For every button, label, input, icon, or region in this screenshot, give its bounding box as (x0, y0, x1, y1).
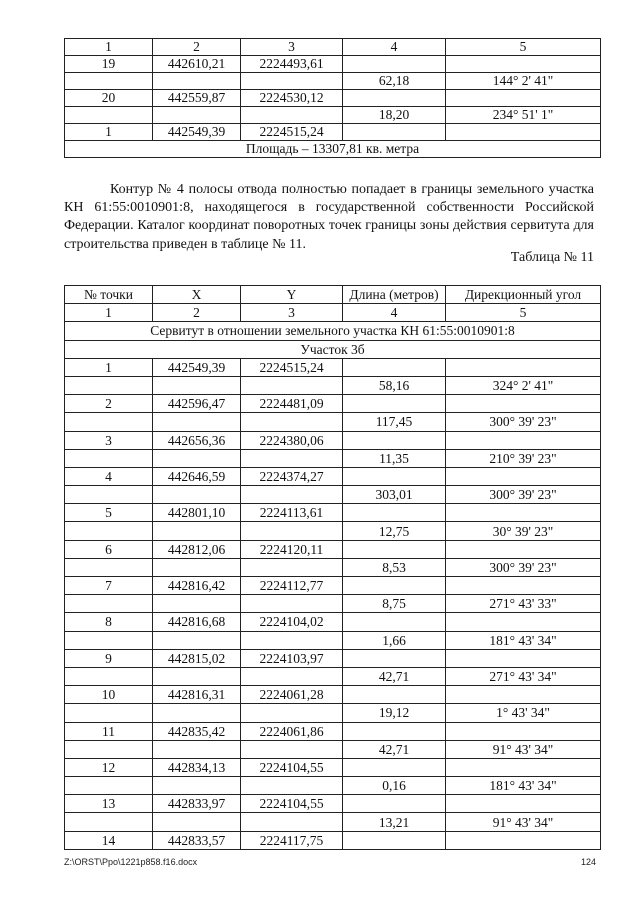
page-number: 124 (580, 857, 596, 867)
y-coordinate: 2224112,77 (241, 577, 343, 595)
empty-cell (241, 704, 343, 722)
segment-length: 8,53 (343, 558, 446, 576)
y-coordinate: 2224113,61 (241, 504, 343, 522)
empty-cell (343, 395, 446, 413)
y-coordinate: 2224103,97 (241, 649, 343, 667)
direction-angle: 181° 43' 34" (446, 777, 601, 795)
point-number: 11 (65, 722, 153, 740)
direction-angle: 91° 43' 34" (446, 740, 601, 758)
point-number: 12 (65, 758, 153, 776)
empty-cell (343, 577, 446, 595)
empty-cell (65, 558, 153, 576)
empty-cell (446, 504, 601, 522)
x-coordinate: 442549,39 (153, 124, 241, 141)
segment-row (65, 73, 601, 90)
x-coordinate: 442596,47 (153, 395, 241, 413)
segment-row (65, 376, 601, 394)
point-number: 4 (65, 467, 153, 485)
empty-cell (241, 413, 343, 431)
y-coordinate: 2224530,12 (241, 90, 343, 107)
point-number: 7 (65, 577, 153, 595)
empty-cell (153, 486, 241, 504)
col-number-cell: 4 (343, 304, 446, 322)
empty-cell (446, 758, 601, 776)
empty-cell (65, 740, 153, 758)
empty-cell (343, 431, 446, 449)
segment-row (65, 667, 601, 685)
empty-cell (153, 631, 241, 649)
coordinates-table-body (65, 56, 601, 141)
empty-cell (446, 540, 601, 558)
empty-cell (343, 358, 446, 376)
x-coordinate: 442812,06 (153, 540, 241, 558)
empty-cell (153, 107, 241, 124)
column-header: Y (241, 286, 343, 304)
empty-cell (153, 522, 241, 540)
direction-angle: 144° 2' 41" (446, 73, 601, 90)
empty-cell (446, 358, 601, 376)
y-coordinate: 2224515,24 (241, 124, 343, 141)
x-coordinate: 442610,21 (153, 56, 241, 73)
y-coordinate: 2224061,86 (241, 722, 343, 740)
point-row (65, 504, 601, 522)
empty-cell (343, 467, 446, 485)
col-number-cell: 3 (241, 304, 343, 322)
x-coordinate: 442646,59 (153, 467, 241, 485)
empty-cell (65, 376, 153, 394)
empty-cell (153, 667, 241, 685)
empty-cell (343, 504, 446, 522)
empty-cell (65, 73, 153, 90)
empty-cell (343, 831, 446, 849)
empty-cell (343, 722, 446, 740)
empty-cell (446, 124, 601, 141)
point-row (65, 56, 601, 73)
direction-angle: 300° 39' 23" (446, 486, 601, 504)
empty-cell (153, 376, 241, 394)
coordinates-table-continued (64, 38, 601, 158)
y-coordinate: 2224104,55 (241, 758, 343, 776)
empty-cell (343, 124, 446, 141)
empty-cell (446, 722, 601, 740)
empty-cell (241, 813, 343, 831)
col-number-cell: 2 (153, 304, 241, 322)
segment-length: 62,18 (343, 73, 446, 90)
segment-row (65, 107, 601, 124)
segment-row (65, 558, 601, 576)
empty-cell (153, 595, 241, 613)
segment-length: 58,16 (343, 376, 446, 394)
segment-row (65, 813, 601, 831)
segment-length: 303,01 (343, 486, 446, 504)
empty-cell (241, 522, 343, 540)
point-number: 5 (65, 504, 153, 522)
segment-length: 8,75 (343, 595, 446, 613)
point-row (65, 90, 601, 107)
footer-file-path: Z:\ORST\Ppo\1221p858.f16.docx (64, 857, 198, 867)
point-number: 6 (65, 540, 153, 558)
empty-cell (65, 449, 153, 467)
empty-cell (343, 686, 446, 704)
x-coordinate: 442549,39 (153, 358, 241, 376)
column-header: Дирекционный угол (446, 286, 601, 304)
x-coordinate: 442816,31 (153, 686, 241, 704)
empty-cell (343, 540, 446, 558)
x-coordinate: 442833,57 (153, 831, 241, 849)
empty-cell (241, 667, 343, 685)
segment-row (65, 777, 601, 795)
segment-length: 11,35 (343, 449, 446, 467)
column-number-row (65, 304, 601, 322)
segment-row (65, 449, 601, 467)
column-header: № точки (65, 286, 153, 304)
x-coordinate: 442833,97 (153, 795, 241, 813)
point-number: 1 (65, 124, 153, 141)
segment-row (65, 486, 601, 504)
point-number: 2 (65, 395, 153, 413)
point-number: 8 (65, 613, 153, 631)
x-coordinate: 442834,13 (153, 758, 241, 776)
empty-cell (241, 107, 343, 124)
direction-angle: 271° 43' 34" (446, 667, 601, 685)
x-coordinate: 442815,02 (153, 649, 241, 667)
x-coordinate: 442816,68 (153, 613, 241, 631)
table-11-body (65, 358, 601, 849)
segment-row (65, 595, 601, 613)
empty-cell (446, 431, 601, 449)
segment-length: 1,66 (343, 631, 446, 649)
empty-cell (65, 631, 153, 649)
direction-angle: 1° 43' 34" (446, 704, 601, 722)
empty-cell (343, 758, 446, 776)
col-number-cell: 2 (153, 39, 241, 56)
point-row (65, 758, 601, 776)
col-number-cell: 5 (446, 304, 601, 322)
empty-cell (446, 686, 601, 704)
point-row (65, 124, 601, 141)
segment-length: 18,20 (343, 107, 446, 124)
empty-cell (446, 831, 601, 849)
direction-angle: 324° 2' 41" (446, 376, 601, 394)
empty-cell (241, 376, 343, 394)
col-number-cell: 5 (446, 39, 601, 56)
direction-angle: 210° 39' 23" (446, 449, 601, 467)
table-11 (64, 285, 601, 850)
point-number: 3 (65, 431, 153, 449)
area-total: Площадь – 13307,81 кв. метра (65, 141, 601, 158)
point-number: 9 (65, 649, 153, 667)
empty-cell (153, 777, 241, 795)
segment-length: 42,71 (343, 740, 446, 758)
empty-cell (153, 813, 241, 831)
empty-cell (241, 777, 343, 795)
segment-row (65, 704, 601, 722)
empty-cell (65, 595, 153, 613)
point-row (65, 831, 601, 849)
point-number: 10 (65, 686, 153, 704)
column-header: Длина (метров) (343, 286, 446, 304)
empty-cell (446, 795, 601, 813)
direction-angle: 234° 51' 1" (446, 107, 601, 124)
segment-length: 12,75 (343, 522, 446, 540)
empty-cell (65, 107, 153, 124)
empty-cell (446, 577, 601, 595)
y-coordinate: 2224104,55 (241, 795, 343, 813)
segment-length: 117,45 (343, 413, 446, 431)
empty-cell (153, 449, 241, 467)
col-number-cell: 3 (241, 39, 343, 56)
empty-cell (65, 813, 153, 831)
empty-cell (153, 413, 241, 431)
point-number: 19 (65, 56, 153, 73)
empty-cell (153, 704, 241, 722)
point-number: 13 (65, 795, 153, 813)
col-number-cell: 4 (343, 39, 446, 56)
empty-cell (65, 704, 153, 722)
col-number-cell: 1 (65, 304, 153, 322)
point-row (65, 577, 601, 595)
y-coordinate: 2224374,27 (241, 467, 343, 485)
y-coordinate: 2224493,61 (241, 56, 343, 73)
point-row (65, 467, 601, 485)
y-coordinate: 2224380,06 (241, 431, 343, 449)
y-coordinate: 2224117,75 (241, 831, 343, 849)
empty-cell (153, 73, 241, 90)
empty-cell (446, 649, 601, 667)
point-row (65, 722, 601, 740)
segment-length: 19,12 (343, 704, 446, 722)
empty-cell (65, 522, 153, 540)
direction-angle: 300° 39' 23" (446, 413, 601, 431)
section-title: Сервитут в отношении земельного участка КН 61:55:0010901:8 (65, 322, 601, 340)
empty-cell (241, 558, 343, 576)
y-coordinate: 2224104,02 (241, 613, 343, 631)
point-row (65, 613, 601, 631)
point-row (65, 795, 601, 813)
segment-row (65, 631, 601, 649)
col-number-cell: 1 (65, 39, 153, 56)
empty-cell (65, 777, 153, 795)
empty-cell (241, 449, 343, 467)
direction-angle: 30° 39' 23" (446, 522, 601, 540)
subsection-title: Участок 3б (65, 340, 601, 358)
x-coordinate: 442801,10 (153, 504, 241, 522)
y-coordinate: 2224515,24 (241, 358, 343, 376)
empty-cell (343, 90, 446, 107)
segment-row (65, 413, 601, 431)
x-coordinate: 442559,87 (153, 90, 241, 107)
empty-cell (343, 795, 446, 813)
empty-cell (446, 467, 601, 485)
x-coordinate: 442816,42 (153, 577, 241, 595)
empty-cell (153, 558, 241, 576)
empty-cell (446, 395, 601, 413)
empty-cell (446, 613, 601, 631)
y-coordinate: 2224120,11 (241, 540, 343, 558)
column-header: X (153, 286, 241, 304)
area-row (65, 141, 601, 158)
point-row (65, 686, 601, 704)
point-row (65, 358, 601, 376)
point-row (65, 649, 601, 667)
empty-cell (65, 486, 153, 504)
point-number: 1 (65, 358, 153, 376)
body-paragraph: Контур № 4 полосы отвода полностью попадает в границы земельного участка КН 61:55:0010901:8, находящегося в государственной собственности Российской Федерации. Каталог координат поворотных точек границы зоны действия сервитута для строительства приведен в таблице № 11. (64, 182, 594, 252)
empty-cell (65, 667, 153, 685)
empty-cell (241, 595, 343, 613)
segment-length: 13,21 (343, 813, 446, 831)
empty-cell (343, 56, 446, 73)
subsection-row (65, 340, 601, 358)
empty-cell (241, 73, 343, 90)
segment-row (65, 740, 601, 758)
table-caption: Таблица № 11 (510, 250, 594, 265)
y-coordinate: 2224061,28 (241, 686, 343, 704)
empty-cell (241, 740, 343, 758)
y-coordinate: 2224481,09 (241, 395, 343, 413)
point-row (65, 540, 601, 558)
segment-row (65, 522, 601, 540)
empty-cell (343, 613, 446, 631)
empty-cell (65, 413, 153, 431)
empty-cell (446, 90, 601, 107)
empty-cell (343, 649, 446, 667)
direction-angle: 91° 43' 34" (446, 813, 601, 831)
segment-length: 42,71 (343, 667, 446, 685)
point-number: 14 (65, 831, 153, 849)
empty-cell (153, 740, 241, 758)
x-coordinate: 442656,36 (153, 431, 241, 449)
column-number-row (65, 39, 601, 56)
x-coordinate: 442835,42 (153, 722, 241, 740)
point-row (65, 431, 601, 449)
empty-cell (241, 631, 343, 649)
direction-angle: 181° 43' 34" (446, 631, 601, 649)
segment-length: 0,16 (343, 777, 446, 795)
column-header-row (65, 286, 601, 304)
point-row (65, 395, 601, 413)
section-row (65, 322, 601, 340)
empty-cell (241, 486, 343, 504)
point-number: 20 (65, 90, 153, 107)
direction-angle: 300° 39' 23" (446, 558, 601, 576)
empty-cell (446, 56, 601, 73)
direction-angle: 271° 43' 33" (446, 595, 601, 613)
